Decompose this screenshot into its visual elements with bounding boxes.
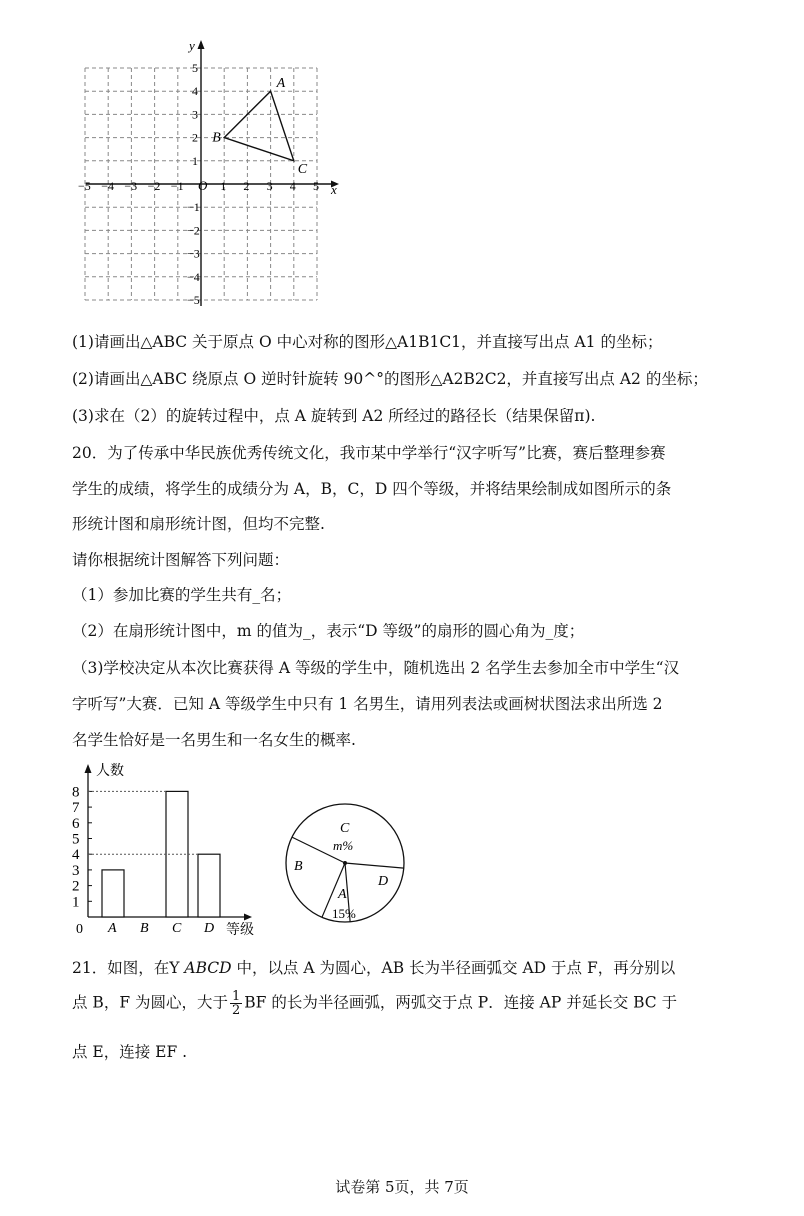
triangle-outline: [224, 91, 294, 161]
q21-line1-part-a: 21．如图，在Y: [72, 959, 185, 977]
bar-chart: [70, 758, 270, 940]
pie-center-dot: [343, 861, 347, 865]
bar-category-label: C: [172, 921, 182, 936]
q20-line2: 学生的成绩，将学生的成绩分为 A，B，C，D 四个等级，并将结果绘制成如图所示的条: [72, 480, 672, 498]
q21-line1-part-c: 中，以点 A 为圆心，AB 长为半径画弧交 AD 于点 F，再分别以: [231, 959, 676, 977]
bar-x-axis-label: 等级: [226, 923, 254, 938]
fraction-numerator: 1: [232, 989, 241, 1004]
x-tick-label: 2: [243, 179, 250, 193]
bar-d: [198, 854, 220, 917]
pie-slice-label-b: B: [294, 859, 303, 874]
bar-y-tick-label: 4: [72, 847, 80, 864]
y-tick-label: 4: [192, 84, 198, 99]
q21-line1: [72, 956, 675, 978]
bar-y-axis-label: 人数: [96, 764, 124, 779]
pie-slice-label-c: C: [340, 821, 350, 836]
x-tick-label: 5: [313, 179, 319, 193]
bar-y-tick-label: 6: [72, 815, 80, 832]
q21-parallelogram-name: ABCD: [184, 959, 232, 977]
q19-part3: (3)求在（2）的旋转过程中，点 A 旋转到 A2 所经过的路径长（结果保留π).: [72, 407, 596, 425]
q20-question1: （1）参加比赛的学生共有_名；: [72, 586, 292, 604]
bar-y-axis-arrow: [85, 764, 92, 773]
pie-slice-value-a: 15%: [332, 906, 356, 921]
x-tick-label: −3: [124, 179, 138, 193]
bar-x-axis-arrow: [244, 914, 252, 921]
y-tick-label: −4: [187, 269, 200, 284]
x-tick-label: −2: [147, 179, 161, 193]
vertex-label-a: A: [276, 76, 286, 92]
pie-slice-label-a: A: [338, 887, 347, 902]
bar-y-tick-label: 1: [72, 894, 80, 911]
y-tick-label: 1: [192, 153, 198, 168]
q20-question3-line2: 字听写”大赛．已知 A 等级学生中只有 1 名男生，请用列表法或画树状图法求出所选 2: [72, 695, 663, 713]
x-tick-label: −5: [78, 179, 91, 193]
y-axis-arrow: [198, 40, 205, 49]
q21-line2: [72, 990, 677, 1017]
vertex-label-b: B: [212, 130, 221, 146]
bar-category-label: D: [204, 921, 215, 936]
x-tick-label: 3: [266, 179, 273, 193]
y-tick-label: −2: [187, 223, 200, 238]
bar-y-tick-label: 5: [72, 831, 80, 848]
q20-question3-line1: （3)学校决定从本次比赛获得 A 等级的学生中，随机选出 2 名学生去参加全市中学生“汉: [72, 659, 680, 677]
page-footer: 试卷第 5页，共 7页: [335, 1178, 469, 1196]
fraction-one-half: [230, 990, 242, 1017]
y-tick-label: −1: [187, 200, 200, 215]
bar-a: [102, 870, 124, 917]
bar-category-label: A: [108, 921, 117, 936]
y-axis-label: y: [189, 38, 195, 53]
pie-slice-label-d: D: [378, 874, 389, 889]
fraction-denominator: 2: [232, 1003, 241, 1018]
origin-label: O: [198, 178, 208, 193]
vertex-label-c: C: [297, 161, 308, 177]
bar-y-tick-label: 3: [72, 862, 80, 879]
y-tick-label: −3: [187, 246, 200, 261]
q20-question3-line3: 名学生恰好是一名男生和一名女生的概率.: [72, 731, 356, 749]
x-tick-label: −4: [101, 179, 114, 193]
y-tick-label: 3: [192, 107, 198, 122]
q20-question2: （2）在扇形统计图中，m 的值为_，表示“D 等级”的扇形的圆心角为_度；: [72, 622, 585, 640]
y-tick-label: 5: [192, 61, 198, 75]
bar-y-tick-label: 8: [72, 784, 80, 801]
bar-origin-label: 0: [76, 922, 83, 937]
bar-category-label: B: [140, 921, 149, 936]
pie-chart: [280, 800, 410, 930]
q20-line1: 20．为了传承中华民族优秀传统文化，我市某中学举行“汉字听写”比赛，赛后整理参赛: [72, 444, 666, 462]
x-tick-label: 4: [289, 179, 296, 193]
q21-line2-part-a: 点 B，F 为圆心，大于: [72, 993, 228, 1012]
pie-slice-value-c: m%: [333, 838, 354, 853]
q20-line4: 请你根据统计图解答下列问题：: [72, 551, 290, 569]
q19-part1: (1)请画出△ABC 关于原点 O 中心对称的图形△A1B1C1，并直接写出点 A1 的坐标；: [72, 333, 663, 351]
y-tick-label: −5: [187, 293, 200, 307]
x-tick-label: 1: [220, 179, 227, 193]
x-tick-label: −1: [170, 179, 184, 193]
q21-line3: 点 E，连接 EF .: [72, 1043, 188, 1061]
coordinate-grid-figure: [80, 36, 352, 306]
bar-y-tick-label: 7: [72, 800, 80, 817]
q19-part2: (2)请画出△ABC 绕原点 O 逆时针旋转 90^°的图形△A2B2C2，并直接写出点 A2 的坐标；: [72, 370, 708, 388]
q21-line2-part-b: BF 的长为半径画弧，两弧交于点 P．连接 AP 并延长交 BC 于: [244, 993, 678, 1012]
bar-y-tick-label: 2: [72, 878, 80, 895]
q20-line3: 形统计图和扇形统计图，但均不完整.: [72, 515, 325, 533]
y-tick-label: 2: [192, 130, 198, 145]
x-axis-label: x: [331, 182, 337, 197]
